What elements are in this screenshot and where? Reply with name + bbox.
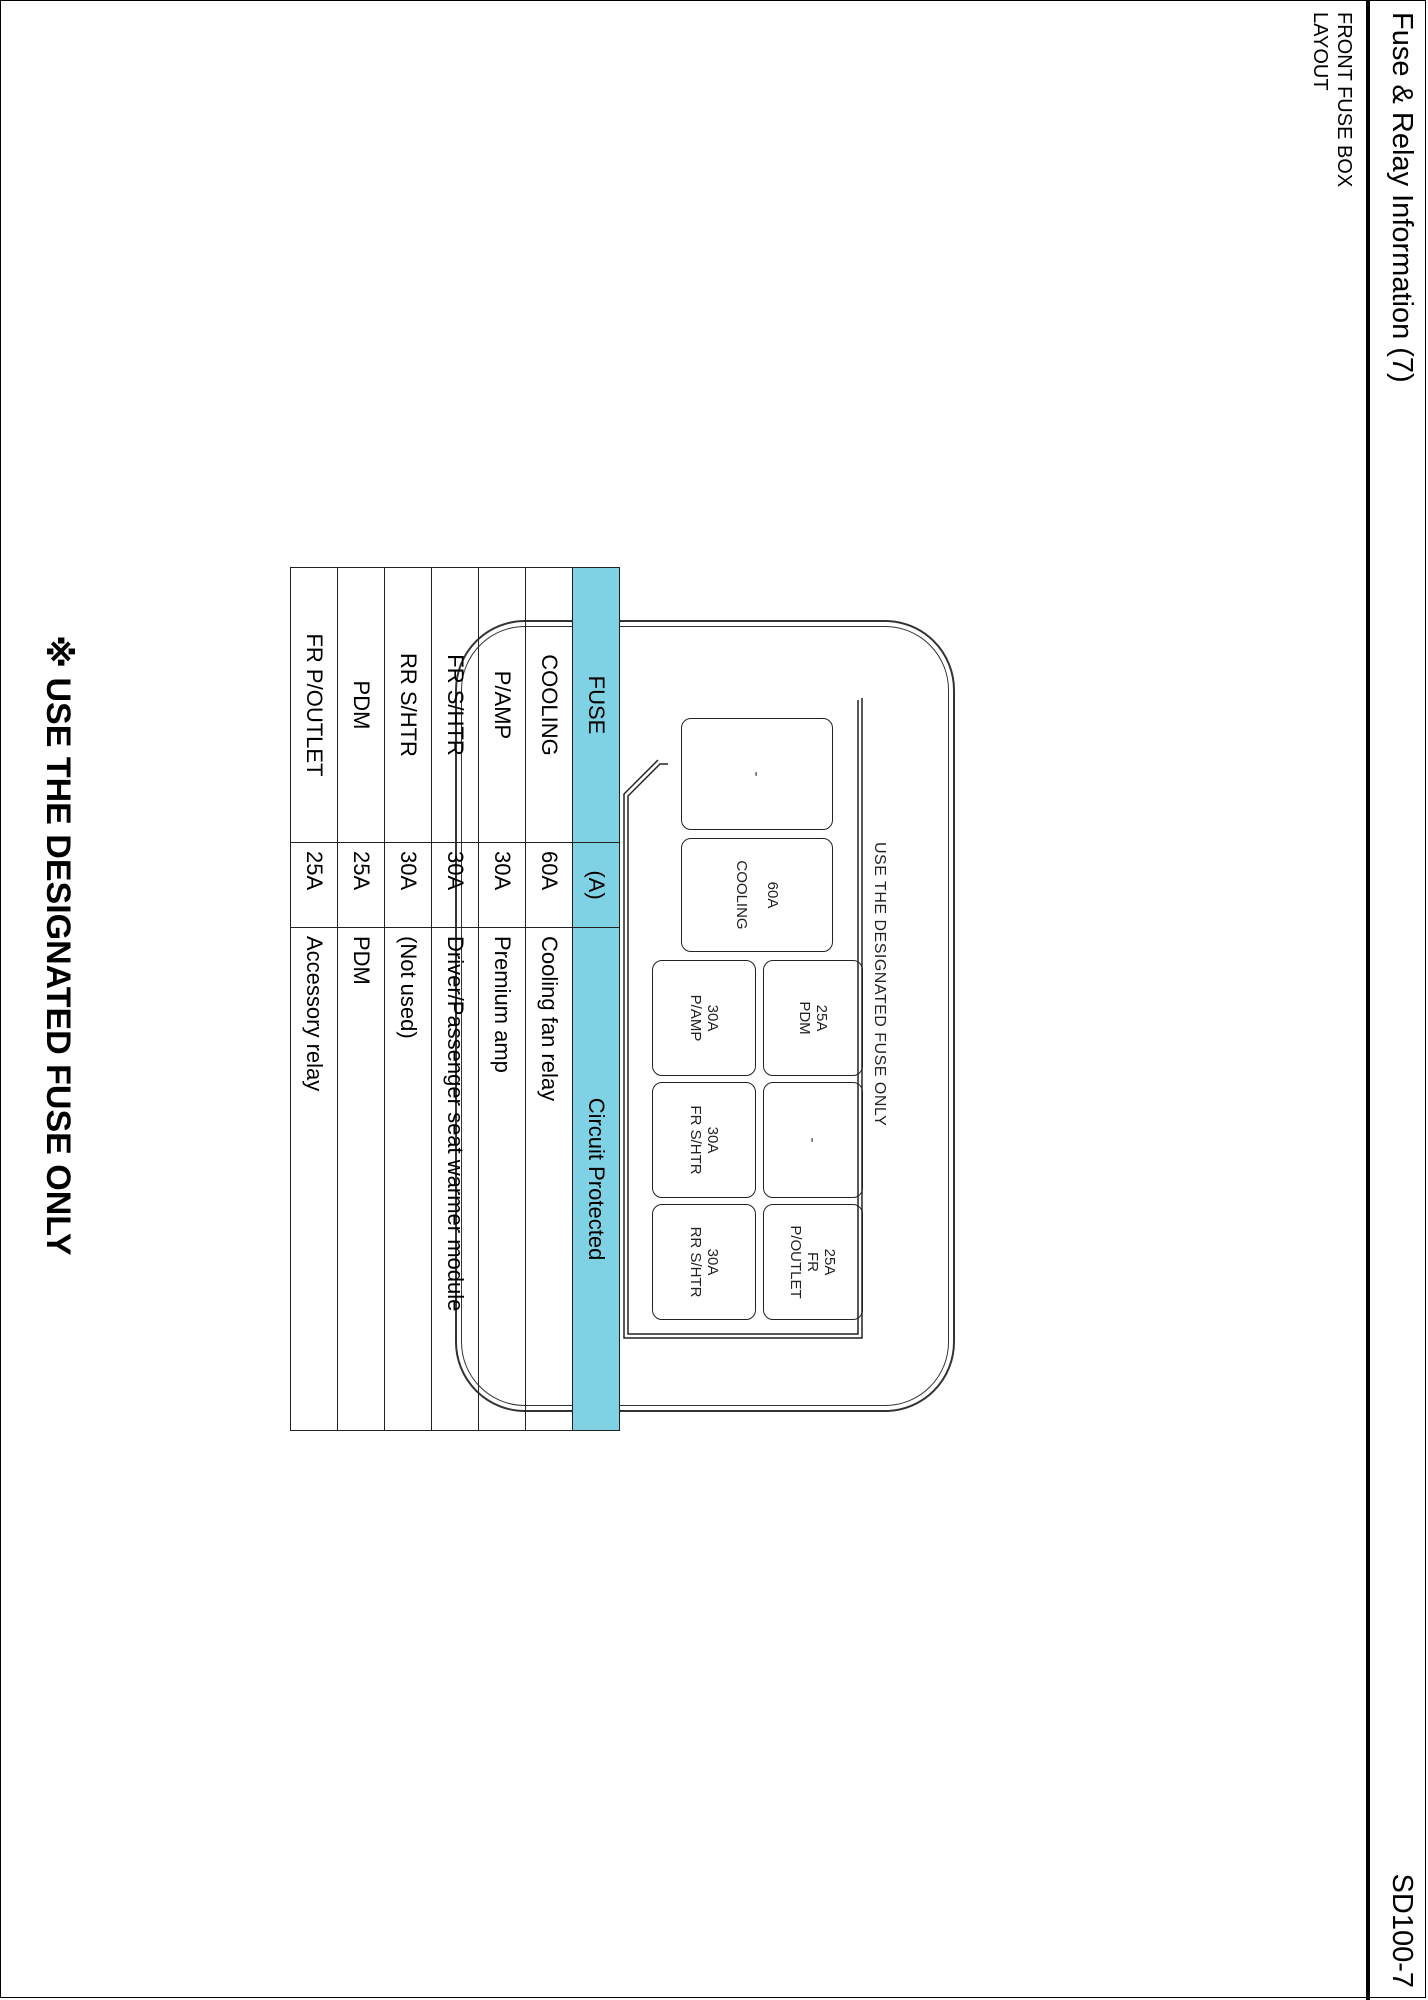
cell-fuse: FR P/OUTLET <box>291 568 338 843</box>
cell-amp: 30A <box>432 843 479 928</box>
fuse-slot-fr-shtr <box>652 1082 756 1198</box>
cell-fuse: PDM <box>338 568 385 843</box>
fuse-amp-label: 30A <box>704 1126 721 1154</box>
cell-amp: 60A <box>526 843 573 928</box>
fuse-name-label: FR <box>804 1252 822 1272</box>
fuse-slot-cooling <box>681 838 833 952</box>
cell-fuse: FR S/HTR <box>432 568 479 843</box>
warning-note: ※ USE THE DESIGNATED FUSE ONLY <box>39 635 77 1256</box>
table-row <box>479 568 526 1431</box>
fuse-slot-fr-outlet <box>763 1204 863 1320</box>
cell-amp: 25A <box>338 843 385 928</box>
page-code: SD100-7 <box>1386 1873 1418 1988</box>
cell-circuit: PDM <box>338 928 385 1431</box>
fuse-table <box>290 567 620 1431</box>
fuse-name-label: PDM <box>796 1001 813 1035</box>
table-row <box>338 568 385 1431</box>
cell-amp: 25A <box>291 843 338 928</box>
cell-fuse: COOLING <box>526 568 573 843</box>
fuse-name-label: COOLING <box>733 860 750 930</box>
fuse-amp-label: 30A <box>704 1248 721 1276</box>
table-header-row <box>573 568 620 1431</box>
col-header-circuit: Circuit Protected <box>573 928 620 1431</box>
cell-fuse: P/AMP <box>479 568 526 843</box>
cell-circuit: Cooling fan relay <box>526 928 573 1431</box>
fuse-amp-label: 25A <box>813 1004 830 1032</box>
section-title-line2: LAYOUT <box>1309 12 1331 91</box>
cell-fuse: RR S/HTR <box>385 568 432 843</box>
fuse-amp-label: 30A <box>704 1004 721 1032</box>
fuse-name-label: P/OUTLET <box>787 1225 805 1299</box>
page-title: Fuse & Relay Information (7) <box>1386 12 1418 383</box>
cell-amp: 30A <box>385 843 432 928</box>
cell-circuit: Premium amp <box>479 928 526 1431</box>
fuse-slot-blank-top <box>681 718 833 830</box>
fuse-slot-label: - <box>748 771 766 777</box>
section-title-line1: FRONT FUSE BOX <box>1333 12 1355 188</box>
table-row <box>385 568 432 1431</box>
cell-amp: 30A <box>479 843 526 928</box>
fuse-box-caption: USE THE DESIGNATED FUSE ONLY <box>871 842 888 1127</box>
fuse-slot-label: - <box>804 1137 822 1143</box>
cell-circuit: Driver/Passenger seat warmer module <box>432 928 479 1431</box>
fuse-amp-label: 60A <box>764 881 781 909</box>
fuse-name-label: RR S/HTR <box>687 1226 704 1298</box>
cell-circuit: Accessory relay <box>291 928 338 1431</box>
col-header-amp: (A) <box>573 843 620 928</box>
fuse-slot-pamp <box>652 960 756 1076</box>
table-row <box>291 568 338 1431</box>
table-row <box>526 568 573 1431</box>
fuse-slot-rr-shtr <box>652 1204 756 1320</box>
fuse-name-label: P/AMP <box>687 994 704 1042</box>
col-header-fuse: FUSE <box>573 568 620 843</box>
table-row <box>432 568 479 1431</box>
fuse-amp-label: 25A <box>821 1248 839 1276</box>
fuse-slot-blank-mid <box>763 1082 863 1198</box>
cell-circuit: (Not used) <box>385 928 432 1431</box>
fuse-slot-pdm <box>763 960 863 1076</box>
fuse-name-label: FR S/HTR <box>687 1105 704 1175</box>
